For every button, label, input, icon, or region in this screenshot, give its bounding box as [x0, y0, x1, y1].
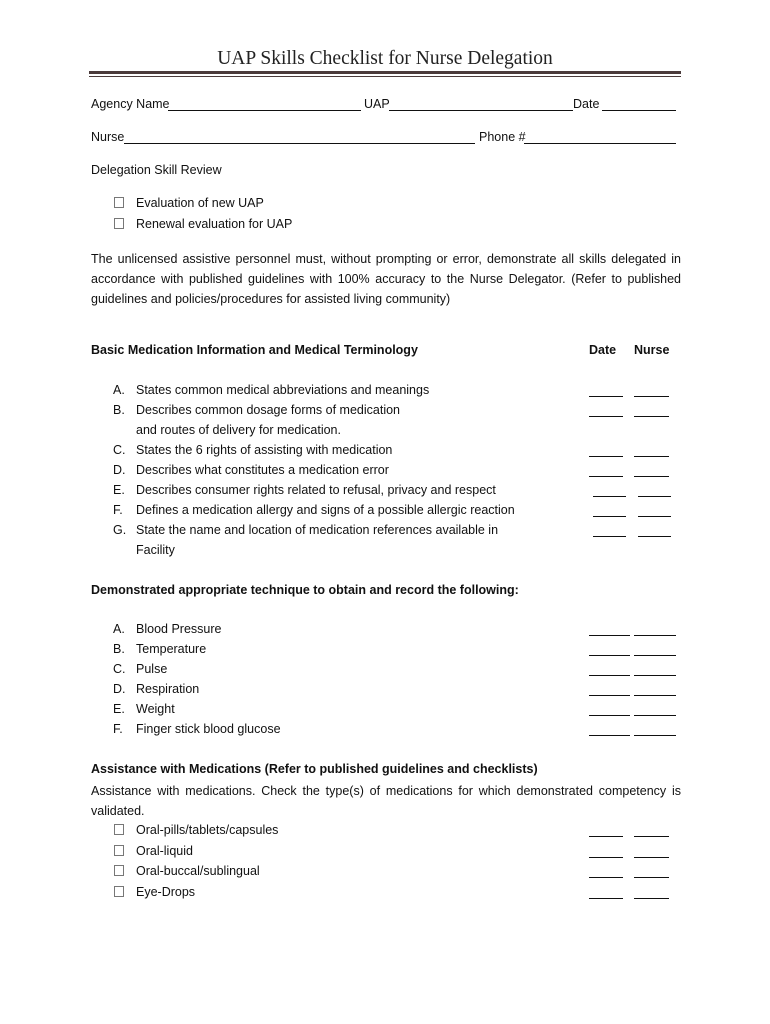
column-date-header: Date: [589, 343, 617, 357]
date-blank[interactable]: [589, 836, 623, 837]
title-rule-thick: [89, 71, 681, 74]
date-field[interactable]: [602, 110, 676, 111]
medication-type-checkbox[interactable]: [114, 864, 124, 878]
checkbox-icon[interactable]: [114, 824, 124, 835]
item-text: and routes of delivery for medication.: [136, 423, 341, 437]
date-blank[interactable]: [589, 735, 630, 736]
date-blank[interactable]: [589, 635, 630, 636]
item-text: Describes consumer rights related to refusal, privacy and respect: [136, 483, 496, 497]
nurse-blank[interactable]: [638, 536, 671, 537]
nurse-blank[interactable]: [634, 857, 669, 858]
item-text: State the name and location of medication references available in: [136, 523, 499, 537]
medication-type-label: Oral-buccal/sublingual: [136, 864, 260, 878]
nurse-blank[interactable]: [638, 516, 671, 517]
nurse-blank[interactable]: [634, 877, 669, 878]
item-letter: B.: [113, 403, 125, 417]
item-text: Pulse: [136, 662, 168, 676]
date-blank[interactable]: [589, 857, 623, 858]
section3-heading: Assistance with Medications (Refer to published guidelines and checklists): [91, 762, 538, 776]
date-blank[interactable]: [589, 416, 623, 417]
column-nurse-header: Nurse: [634, 343, 670, 357]
item-letter: F.: [113, 503, 123, 517]
nurse-blank[interactable]: [634, 655, 676, 656]
section1-heading: Basic Medication Information and Medical Terminology: [91, 343, 418, 357]
item-text: Temperature: [136, 642, 207, 656]
checkbox-icon[interactable]: [114, 865, 124, 876]
item-letter: D.: [113, 463, 126, 477]
item-text: Weight: [136, 702, 175, 716]
medication-type-checkbox[interactable]: [114, 844, 124, 858]
nurse-blank[interactable]: [634, 715, 676, 716]
item-text: States common medical abbreviations and meanings: [136, 383, 430, 397]
item-letter: A.: [113, 622, 125, 636]
date-blank[interactable]: [589, 877, 623, 878]
date-blank[interactable]: [593, 496, 626, 497]
agency-name-field[interactable]: [168, 110, 361, 111]
nurse-blank[interactable]: [634, 695, 676, 696]
nurse-label: Nurse: [91, 130, 125, 144]
item-letter: C.: [113, 662, 126, 676]
item-text: Defines a medication allergy and signs of a possible allergic reaction: [136, 503, 515, 517]
date-blank[interactable]: [589, 476, 623, 477]
item-text: Blood Pressure: [136, 622, 222, 636]
nurse-blank[interactable]: [634, 456, 669, 457]
date-blank[interactable]: [589, 715, 630, 716]
phone-label: Phone #: [479, 130, 526, 144]
nurse-blank[interactable]: [634, 836, 669, 837]
delegation-review-heading: Delegation Skill Review: [91, 163, 222, 177]
nurse-blank[interactable]: [634, 735, 676, 736]
date-blank[interactable]: [589, 456, 623, 457]
date-blank[interactable]: [593, 536, 626, 537]
medication-type-label: Oral-liquid: [136, 844, 193, 858]
nurse-blank[interactable]: [634, 675, 676, 676]
checkbox-icon[interactable]: [114, 218, 124, 229]
date-blank[interactable]: [593, 516, 626, 517]
page-title: UAP Skills Checklist for Nurse Delegation: [217, 48, 553, 69]
nurse-blank[interactable]: [634, 476, 669, 477]
item-text: Finger stick blood glucose: [136, 722, 281, 736]
item-letter: B.: [113, 642, 125, 656]
date-blank[interactable]: [589, 396, 623, 397]
item-letter: G.: [113, 523, 127, 537]
medication-type-label: Eye-Drops: [136, 885, 196, 899]
item-text: Respiration: [136, 682, 200, 696]
option-renewal-label: Renewal evaluation for UAP: [136, 217, 293, 231]
item-letter: D.: [113, 682, 126, 696]
nurse-blank[interactable]: [634, 898, 669, 899]
checkbox-icon[interactable]: [114, 845, 124, 856]
medication-type-label: Oral-pills/tablets/capsules: [136, 823, 279, 837]
phone-field[interactable]: [524, 143, 676, 144]
date-blank[interactable]: [589, 898, 623, 899]
nurse-blank[interactable]: [638, 496, 671, 497]
item-text: Describes what constitutes a medication error: [136, 463, 389, 477]
section3-description: Assistance with medications. Check the type(s) of medications for which demonstrated competency is validated.: [91, 784, 681, 818]
item-text: Facility: [136, 543, 175, 557]
item-letter: C.: [113, 443, 126, 457]
nurse-field[interactable]: [124, 143, 475, 144]
nurse-blank[interactable]: [634, 635, 676, 636]
uap-label: UAP: [364, 97, 390, 111]
uap-field[interactable]: [389, 110, 573, 111]
checkbox-icon[interactable]: [114, 886, 124, 897]
date-blank[interactable]: [589, 655, 630, 656]
item-letter: A.: [113, 383, 125, 397]
nurse-blank[interactable]: [634, 396, 669, 397]
checkbox-icon[interactable]: [114, 197, 124, 208]
medication-type-checkbox[interactable]: [114, 885, 124, 899]
item-text: States the 6 rights of assisting with medication: [136, 443, 393, 457]
option-new-uap-label: Evaluation of new UAP: [136, 196, 264, 210]
nurse-blank[interactable]: [634, 416, 669, 417]
item-letter: F.: [113, 722, 123, 736]
item-text: Describes common dosage forms of medication: [136, 403, 401, 417]
agency-name-label: Agency Name: [91, 97, 170, 111]
title-rule-thin: [89, 76, 681, 77]
section2-heading: Demonstrated appropriate technique to obtain and record the following:: [91, 583, 519, 597]
date-blank[interactable]: [589, 675, 630, 676]
date-blank[interactable]: [589, 695, 630, 696]
medication-type-checkbox[interactable]: [114, 823, 124, 837]
intro-paragraph: The unlicensed assistive personnel must, without prompting or error, demonstrate all skills delegated in accordance with published guidelines with 100% accuracy to the Nurse Delegator. (Refer to published guidelines and policies/procedures for assisted living community): [91, 252, 681, 306]
option-new-uap[interactable]: [114, 196, 124, 210]
date-label: Date: [573, 97, 600, 111]
option-renewal[interactable]: [114, 217, 124, 231]
item-letter: E.: [113, 483, 125, 497]
item-letter: E.: [113, 702, 125, 716]
